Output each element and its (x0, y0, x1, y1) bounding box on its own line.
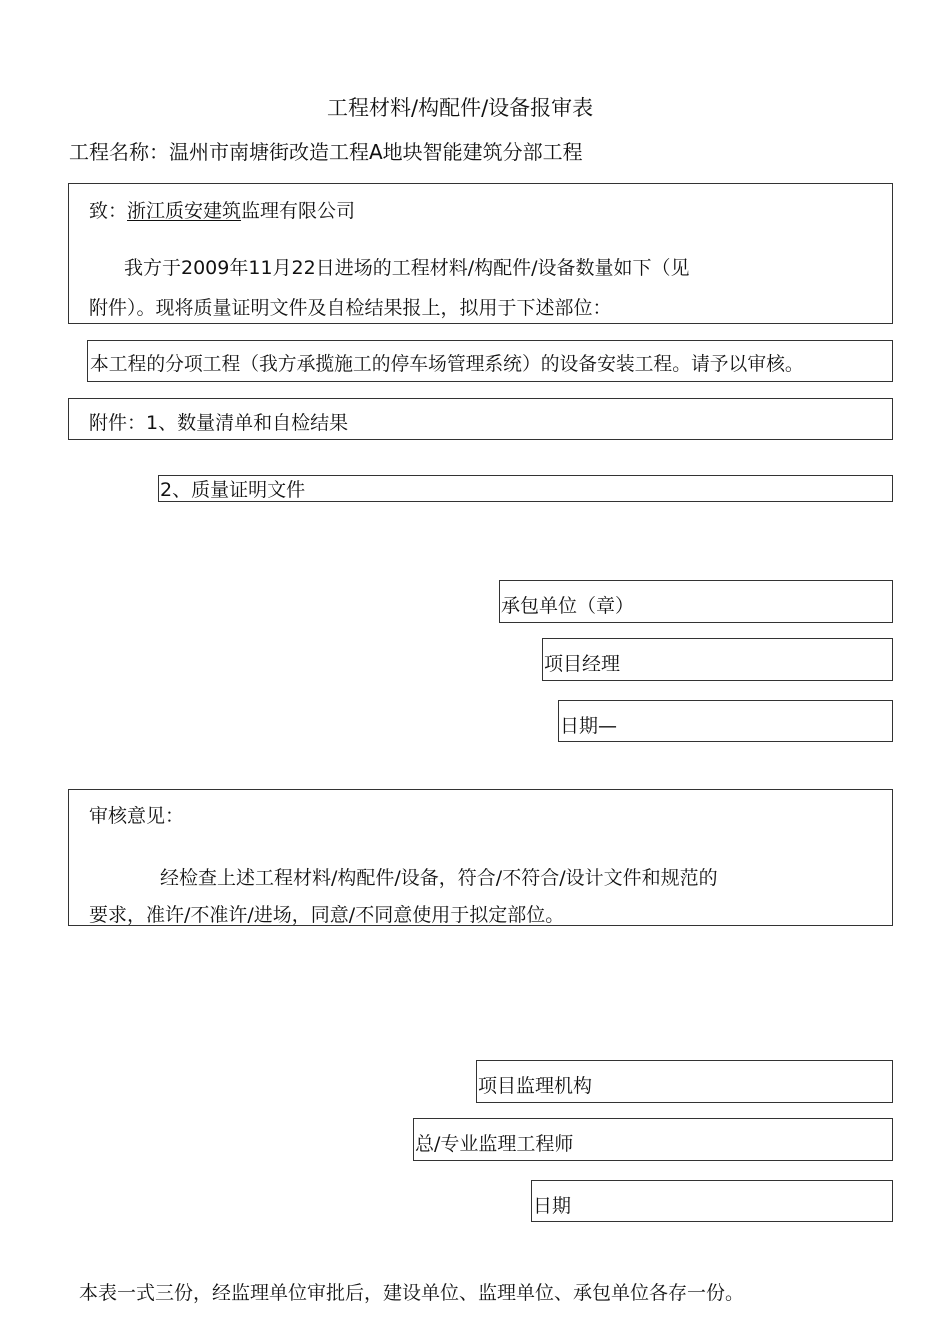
recipient-rest: 监理有限公司 (241, 200, 356, 222)
supervisor-date-box (531, 1180, 893, 1222)
recipient-row (89, 199, 355, 223)
usage-text: 本工程的分项工程（我方承揽施工的停车场管理系统）的设备安装工程。请予以审核。 (90, 354, 804, 375)
review-line-1: 经检查上述工程材料/构配件/设备，符合/不符合/设计文件和规范的 (160, 867, 718, 889)
project-manager: 项目经理 (544, 653, 621, 675)
contractor-date: 日期— (560, 715, 618, 737)
chief-engineer: 总/专业监理工程师 (415, 1133, 574, 1155)
form-title: 工程材料/构配件/设备报审表 (327, 96, 594, 120)
attachment-1: 附件：1、数量清单和自检结果 (89, 412, 349, 434)
contractor-unit: 承包单位（章） (501, 595, 635, 617)
body-line-1: 我方于2009年11月22日进场的工程材料/构配件/设备数量如下（见 (124, 257, 690, 279)
attachment-2: 2、质量证明文件 (160, 479, 306, 501)
recipient-name: 浙江质安建筑 (127, 200, 242, 222)
supervisor-date: 日期 (533, 1195, 572, 1217)
project-name-row (69, 140, 583, 164)
footer-note: 本表一式三份，经监理单位审批后，建设单位、监理单位、承包单位各存一份。 (79, 1282, 745, 1304)
supervision-org: 项目监理机构 (478, 1075, 593, 1097)
body-line-2: 附件）。现将质量证明文件及自检结果报上，拟用于下述部位： (89, 297, 612, 319)
project-label: 工程名称： (69, 140, 169, 164)
review-line-2: 要求，准许/不准许/进场，同意/不同意使用于拟定部位。 (89, 904, 565, 926)
review-heading: 审核意见： (89, 805, 185, 827)
to-label: 致： (89, 200, 128, 222)
project-name: 温州市南塘街改造工程A地块智能建筑分部工程 (169, 140, 583, 164)
